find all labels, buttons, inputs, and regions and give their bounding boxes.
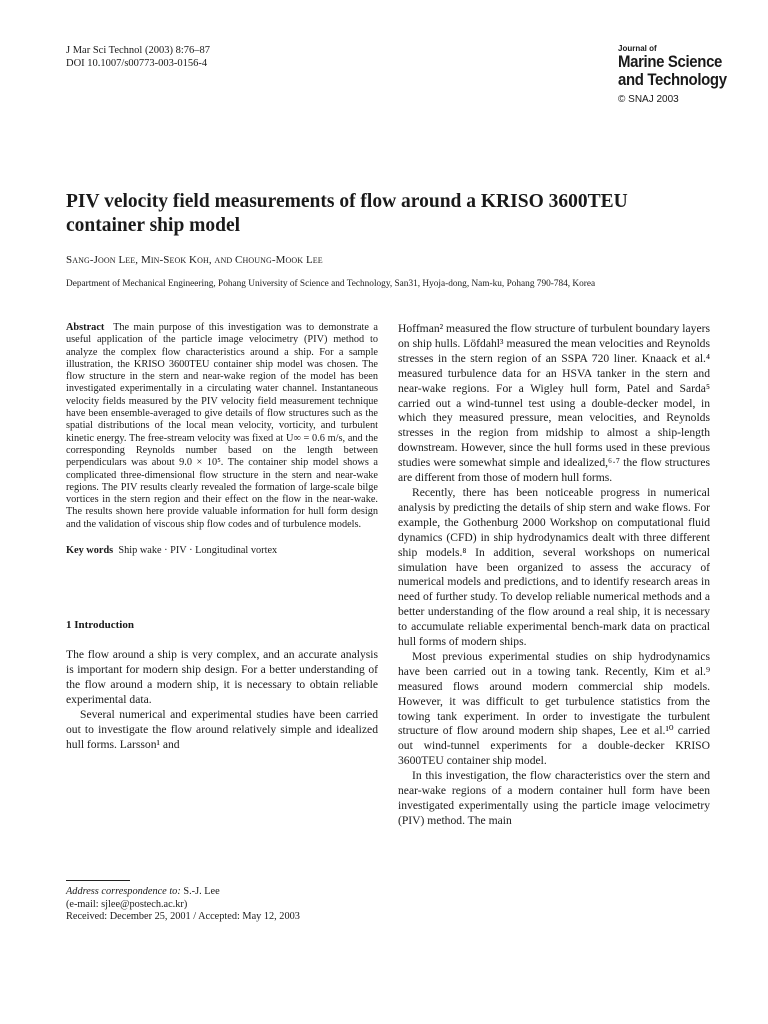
paragraph: Several numerical and experimental studies have been carried out to investigate the flow around relatively simple and idealized hull forms. Larsson¹ and xyxy=(66,707,378,751)
author-list: Sang-Joon Lee, Min-Seok Koh, and Choung-Mook Lee xyxy=(66,254,323,266)
introduction-body xyxy=(66,648,378,752)
correspondence-line xyxy=(66,886,378,899)
correspondence-label: Address correspondence to: xyxy=(66,886,181,897)
keywords-text: Ship wake · PIV · Longitudinal vortex xyxy=(118,545,278,557)
correspondence-name: S.-J. Lee xyxy=(183,886,220,897)
received-accepted-dates: Received: December 25, 2001 / Accepted: May 12, 2003 xyxy=(66,911,300,923)
right-column xyxy=(398,322,710,829)
journal-logo-line1: Marine Science xyxy=(618,52,723,71)
paragraph: Hoffman² measured the flow structure of turbulent boundary layers on ship hulls. Löfdahl³ measured the mean velocities and Reynolds stresses in the stern region of an SSPA 720 liner. Knaack et al.⁴ measured turbulence data for an HSVA tanker in the stern and near-wake regions. For a Wigley hull form, Patel and Sarda⁵ carried out a wind-tunnel test using a double-decker model, in which they measured pressure, mean velocities, and Reynolds stresses in the region from midship to almost a ship-length downstream. However, since the hull forms used in these previous studies were somewhat simple and idealized,⁶·⁷ the flow structures are different from those of modern hull forms. xyxy=(398,322,710,485)
article-title: PIV velocity field measurements of flow around a KRISO 3600TEU container ship model xyxy=(66,191,628,236)
copyright: © SNAJ 2003 xyxy=(618,94,679,105)
section-heading-introduction: 1 Introduction xyxy=(66,619,134,632)
paragraph: Recently, there has been noticeable progress in numerical analysis by predicting the details of ship stern and wake flows. For example, the Gothenburg 2000 Workshop on computational fluid dynamics (CFD) in ship hydrodynamics dealt with three different ship models.⁸ In addition, several workshops on numerical simulation have been organized to assess the accuracy of numerical models and predictions, and to identify research areas in need of further study. To develop reliable numerical methods and a better understanding of the flow around a real ship, it is necessary to accumulate reliable experimental bench-mark data on practical hull forms of modern ships. xyxy=(398,485,710,649)
abstract xyxy=(66,322,378,531)
footnote xyxy=(66,880,378,924)
correspondence-email: (e-mail: sjlee@postech.ac.kr) xyxy=(66,898,188,910)
citation-line: J Mar Sci Technol (2003) 8:76–87 xyxy=(66,45,211,56)
footnote-rule xyxy=(66,880,130,881)
paragraph: In this investigation, the flow characteristics over the stern and near-wake regions of a modern container hull form have been investigated experimentally using the particle image velocimetry (PIV) method. The main xyxy=(398,769,710,827)
doi-line: DOI 10.1007/s00773-003-0156-4 xyxy=(66,58,208,69)
keywords xyxy=(66,545,378,557)
keywords-label: Key words xyxy=(66,545,114,557)
affiliation: Department of Mechanical Engineering, Pohang University of Science and Technology, San31, Hyoja-dong, Nam-ku, Pohang 790-784, Korea xyxy=(66,279,596,289)
citation-block xyxy=(66,44,210,70)
abstract-label: Abstract xyxy=(66,322,105,333)
journal-logo-small: Journal of xyxy=(618,44,657,53)
journal-logo xyxy=(560,44,727,105)
left-column xyxy=(66,322,378,753)
journal-logo-line2: and Technology xyxy=(618,70,727,89)
abstract-text: The main purpose of this investigation was to demonstrate a useful application of the particle image velocimetry (PIV) method to analyze the complex flow characteristics around a ship. For a sample illustration, the KRISO 3600TEU container ship model was chosen. The flow structure in the stern and near-wake region of the model has been investigated experimentally in a circulating water channel. Instantaneous velocity fields measured by the PIV velocity field measurement technique have been ensemble-averaged to give details of flow structures such as the spatial distributions of the local mean velocity, vorticity, and turbulent kinetic energy. The free-stream velocity was fixed at U∞ = 0.6 m/s, and the corresponding Reynolds number based on the length between perpendiculars was about 9.0 × 10⁵. The container ship model shows a complicated three-dimensional flow structure in the stern and near-wake regions. The PIV results clearly revealed the formation of large-scale bilge vortices in the stern region and their effect on the flow in the near-wake. The results shown here provide valuable information for hull form design and the validation of viscous ship flow codes and of turbulence models. xyxy=(66,322,378,530)
paragraph: The flow around a ship is very complex, and an accurate analysis is important for modern ship design. For a better understanding of the flow around a modern ship, it is necessary to obtain reliable experimental data. xyxy=(66,648,378,707)
paragraph: Most previous experimental studies on ship hydrodynamics have been carried out in a towing tank. Recently, Kim et al.⁹ measured flows around modern commercial ship models. However, it was difficult to get turbulence statistics from the towing tank experiment. In order to investigate the turbulent structure of flow around modern ship shapes, Lee et al.¹⁰ carried out wind-tunnel experiments for a double-decker KRISO 3600TEU container ship model. xyxy=(398,649,710,768)
